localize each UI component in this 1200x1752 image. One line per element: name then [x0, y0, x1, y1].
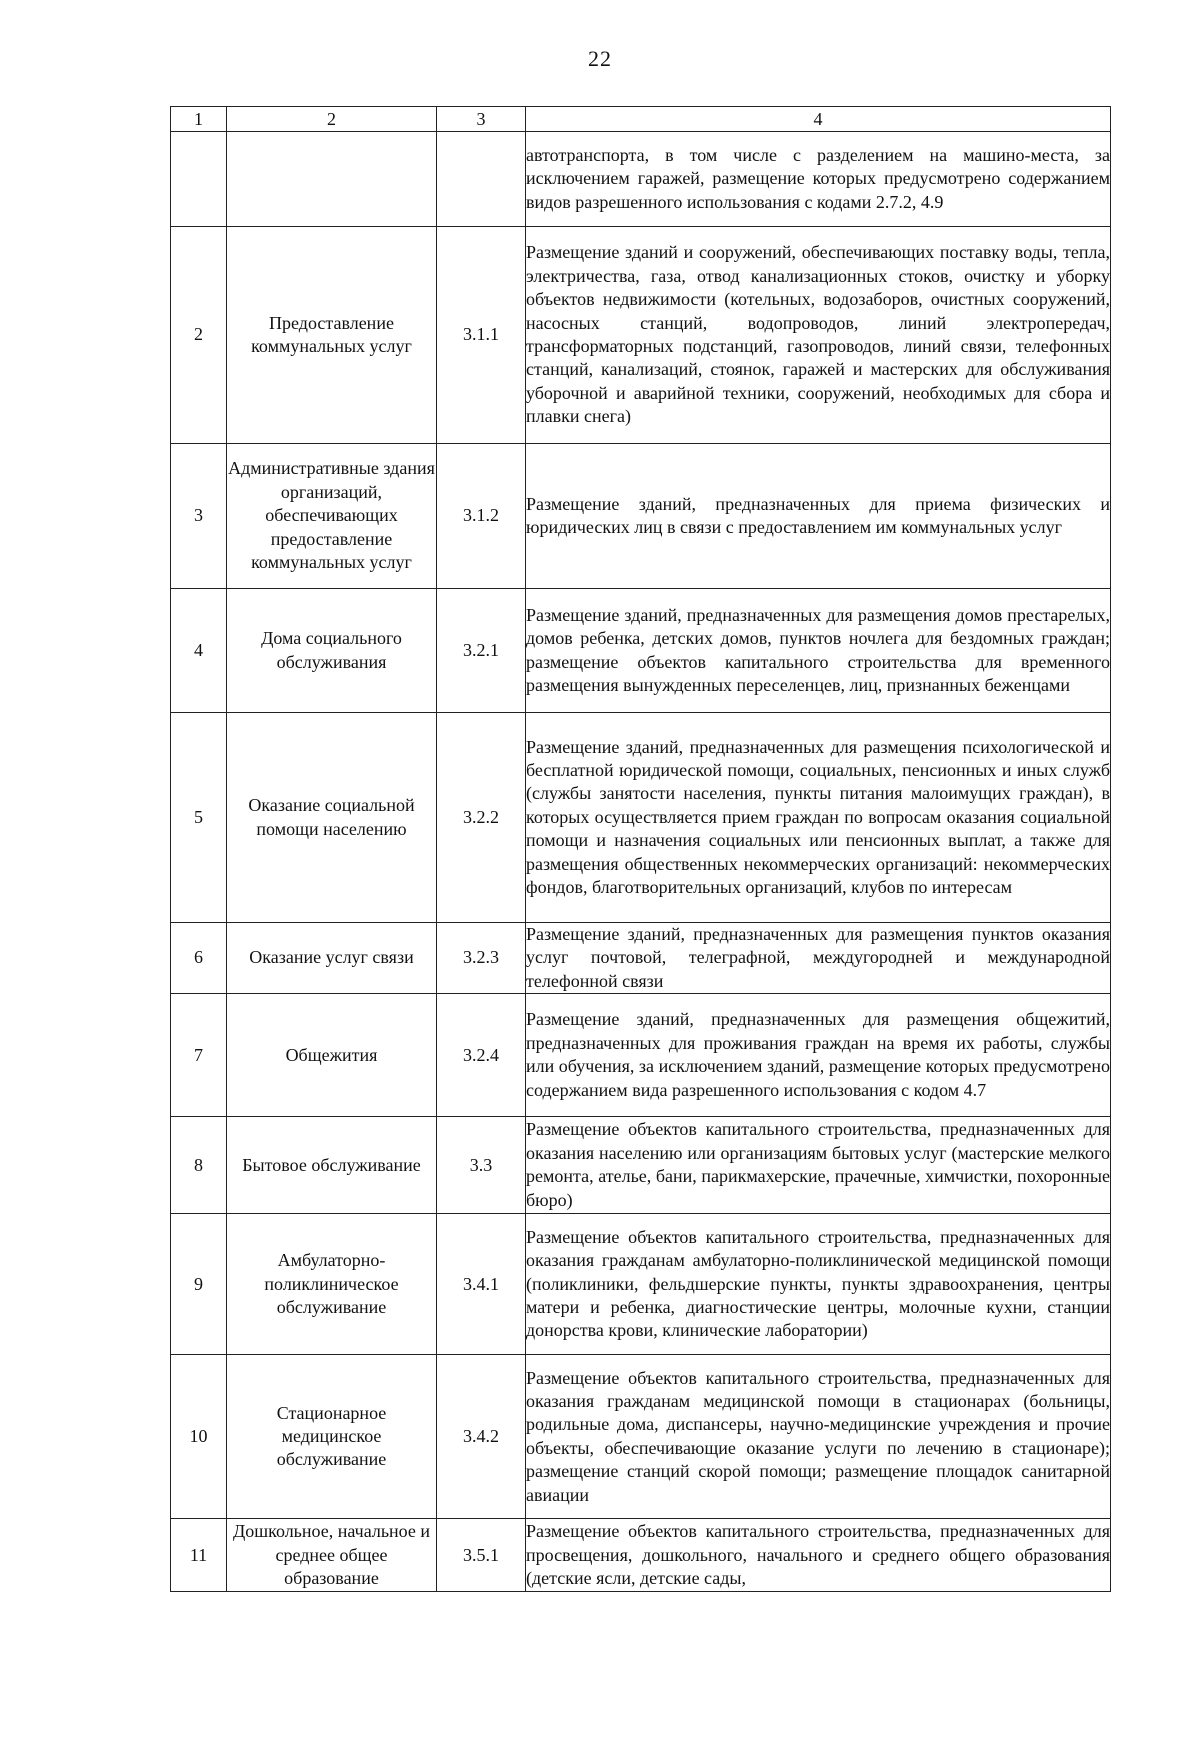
row-number: 5	[171, 713, 227, 923]
table-row	[171, 1355, 1111, 1519]
row-number	[171, 132, 227, 227]
table-row	[171, 923, 1111, 994]
land-use-table	[170, 106, 1111, 1592]
row-number: 4	[171, 589, 227, 713]
use-type-name: Общежития	[227, 994, 437, 1117]
use-type-description: автотранспорта, в том числе с разделением на машино-места, за исключением гаражей, размещение которых предусмотрено содержанием видов разрешенного использования с кодами 2.7.2, 4.9	[526, 132, 1111, 227]
use-type-code: 3.1.2	[437, 444, 526, 589]
use-type-description: Размещение зданий и сооружений, обеспечивающих поставку воды, тепла, электричества, газа, отвод канализационных стоков, очистку и уборку объектов недвижимости (котельных, водозаборов, очистных сооружений, насосных станций, водопроводов, линий электропередач, трансформаторных подстанций, газопроводов, линий связи, телефонных станций, канализаций, стоянок, гаражей и мастерских для обслуживания уборочной и аварийной техники, сооружений, необходимых для сбора и плавки снега)	[526, 227, 1111, 444]
column-header: 4	[526, 107, 1111, 132]
table-row	[171, 589, 1111, 713]
use-type-name: Предоставление коммунальных услуг	[227, 227, 437, 444]
column-header: 2	[227, 107, 437, 132]
use-type-name: Дошкольное, начальное и среднее общее образование	[227, 1519, 437, 1592]
row-number: 6	[171, 923, 227, 994]
row-number: 11	[171, 1519, 227, 1592]
use-type-name: Дома социального обслуживания	[227, 589, 437, 713]
use-type-code: 3.2.1	[437, 589, 526, 713]
use-type-name: Административные здания организаций, обеспечивающих предоставление коммунальных услуг	[227, 444, 437, 589]
use-type-code: 3.4.2	[437, 1355, 526, 1519]
row-number: 9	[171, 1214, 227, 1355]
table-row	[171, 1214, 1111, 1355]
use-type-description: Размещение объектов капитального строительства, предназначенных для оказания гражданам амбулаторно-поликлинической медицинской помощи (поликлиники, фельдшерские пункты, пункты здравоохранения, центры матери и ребенка, диагностические центры, молочные кухни, станции донорства крови, клинические лаборатории)	[526, 1214, 1111, 1355]
table-row	[171, 1117, 1111, 1214]
use-type-description: Размещение зданий, предназначенных для приема физических и юридических лиц в связи с предоставлением им коммунальных услуг	[526, 444, 1111, 589]
use-type-code: 3.2.2	[437, 713, 526, 923]
use-type-code: 3.4.1	[437, 1214, 526, 1355]
use-type-description: Размещение объектов капитального строительства, предназначенных для оказания населению или организациям бытовых услуг (мастерские мелкого ремонта, ателье, бани, парикмахерские, прачечные, химчистки, похоронные бюро)	[526, 1117, 1111, 1214]
use-type-code: 3.2.3	[437, 923, 526, 994]
table-row	[171, 994, 1111, 1117]
table-row	[171, 132, 1111, 227]
row-number: 2	[171, 227, 227, 444]
table-row	[171, 1519, 1111, 1592]
column-header: 1	[171, 107, 227, 132]
use-type-name: Амбулаторно-поликлиническое обслуживание	[227, 1214, 437, 1355]
use-type-description: Размещение зданий, предназначенных для размещения домов престарелых, домов ребенка, детских домов, пунктов ночлега для бездомных граждан; размещение объектов капитального строительства для временного размещения вынужденных переселенцев, лиц, признанных беженцами	[526, 589, 1111, 713]
table-row	[171, 713, 1111, 923]
use-type-description: Размещение объектов капитального строительства, предназначенных для оказания гражданам медицинской помощи в стационарах (больницы, родильные дома, диспансеры, научно-медицинские учреждения и прочие объекты, обеспечивающие оказание услуги по лечению в стационаре); размещение станций скорой помощи; размещение площадок санитарной авиации	[526, 1355, 1111, 1519]
use-type-code: 3.1.1	[437, 227, 526, 444]
row-number: 3	[171, 444, 227, 589]
use-type-code: 3.2.4	[437, 994, 526, 1117]
use-type-description: Размещение зданий, предназначенных для размещения общежитий, предназначенных для проживания граждан на время их работы, службы или обучения, за исключением зданий, размещение которых предусмотрено содержанием вида разрешенного использования с кодом 4.7	[526, 994, 1111, 1117]
use-type-name: Стационарное медицинское обслуживание	[227, 1355, 437, 1519]
use-type-code: 3.3	[437, 1117, 526, 1214]
use-type-description: Размещение объектов капитального строительства, предназначенных для просвещения, дошкольного, начального и среднего общего образования (детские ясли, детские сады,	[526, 1519, 1111, 1592]
use-type-name: Оказание услуг связи	[227, 923, 437, 994]
use-type-code: 3.5.1	[437, 1519, 526, 1592]
use-type-name: Оказание социальной помощи населению	[227, 713, 437, 923]
use-type-name: Бытовое обслуживание	[227, 1117, 437, 1214]
row-number: 8	[171, 1117, 227, 1214]
column-header: 3	[437, 107, 526, 132]
table-row	[171, 227, 1111, 444]
table-header-row	[171, 107, 1111, 132]
use-type-description: Размещение зданий, предназначенных для размещения психологической и бесплатной юридической помощи, социальных, пенсионных и иных служб (службы занятости населения, пункты питания малоимущих граждан), в которых осуществляется прием граждан по вопросам оказания социальной помощи и назначения социальных или пенсионных выплат, а также для размещения общественных некоммерческих организаций: некоммерческих фондов, благотворительных организаций, клубов по интересам	[526, 713, 1111, 923]
row-number: 10	[171, 1355, 227, 1519]
row-number: 7	[171, 994, 227, 1117]
use-type-description: Размещение зданий, предназначенных для размещения пунктов оказания услуг почтовой, телеграфной, междугородней и международной телефонной связи	[526, 923, 1111, 994]
use-type-code	[437, 132, 526, 227]
page-number: 22	[588, 46, 612, 71]
table-row	[171, 444, 1111, 589]
use-type-name	[227, 132, 437, 227]
